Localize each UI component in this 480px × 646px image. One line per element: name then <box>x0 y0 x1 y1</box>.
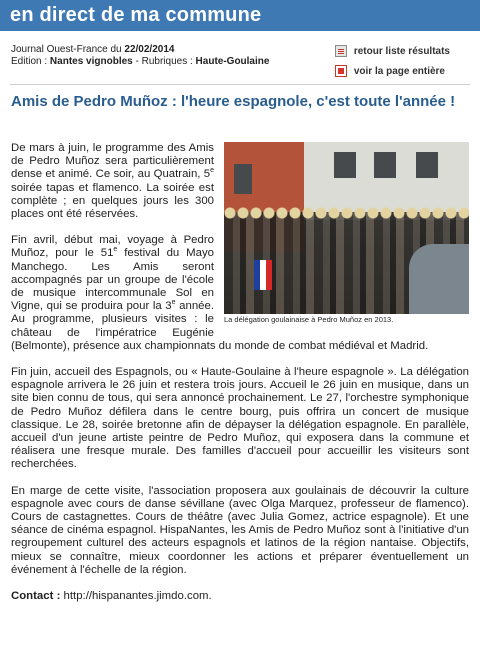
page-banner <box>0 0 480 31</box>
contact-label: Contact : <box>11 590 61 603</box>
publication-date: 22/02/2014 <box>124 44 175 55</box>
pdf-icon <box>335 65 347 77</box>
article-figure <box>224 142 469 325</box>
list-icon <box>335 45 347 57</box>
paragraph-4: En marge de cette visite, l'association proposera aux goulainais de découvrir la culture espagnole avec cours de danse sévillane (avec Olga Marquez, professeur de flamenco). Cours de castagnettes. Cours de théâtre (avec Julia Gomez, actrice espagnole). Et une séance de cinéma espagnol. HispaNantes, les Amis de Pedro Muñoz sont à l'initiative d'un regroupement culturel des acteurs espagnols et latinos de la région nantaise. Objectifs, mieux se connaître, mieux coordonner les actions et préparer éventuellement un événement à l'échelle de la région. <box>11 484 469 576</box>
view-full-page-link[interactable] <box>335 61 450 81</box>
contact-link[interactable]: http://hispanantes.jimdo.com. <box>60 590 212 603</box>
edition-name: Nantes vignobles <box>49 56 133 67</box>
paragraph-2: Fin avril, début mai, voyage à Pedro Muñoz, pour le 51e festival du Mayo Manchego. Les Amis seront accompagnés par un groupe de l'école de musique intercommunale Sol en Vigne, qui se produira pour la 3e année. Au programme, plusieurs visites : le château de l'impératrice Eugénie (Belmonte), présence aux championnats du monde de combat médiéval et Madrid. <box>11 234 429 352</box>
article-photo[interactable] <box>224 142 469 314</box>
flag-icon <box>254 260 272 290</box>
rubriques-label: - Rubriques : <box>132 56 196 67</box>
edition-line <box>11 56 269 68</box>
contact-line <box>11 590 469 603</box>
edition-label: Edition : <box>11 56 50 67</box>
photo-caption: La délégation goulainaise à Pedro Muñoz en 2013. <box>224 315 394 324</box>
article-actions <box>335 41 450 81</box>
article-body <box>11 142 469 616</box>
article-title: Amis de Pedro Muñoz : l'heure espagnole, c'est toute l'année ! <box>11 93 456 110</box>
view-full-page-label: voir la page entière <box>353 65 445 77</box>
journal-prefix: Journal Ouest-France du <box>11 44 125 55</box>
paragraph-1: De mars à juin, le programme des Amis de Pedro Muñoz sera particulièrement dense et animé. Ce soir, au Quatrain, 5e soirée tapas et flamenco. La soirée est complète ; en quelques jours les 300 places ont été réservées. <box>11 142 214 221</box>
article-meta <box>11 44 269 68</box>
back-to-results-label: retour liste résultats <box>353 45 450 57</box>
journal-line <box>11 44 269 56</box>
paragraph-3: Fin juin, accueil des Espagnols, ou « Haute-Goulaine à l'heure espagnole ». La délégation espagnole arrivera le 26 juin et restera trois jours. Accueil le 26 juin en musique, dans un site bien connu de tous, qui sera annoncé prochainement. Le 27, l'orchestre symphonique de Pedro Muñoz défilera dans le centre bourg, puis offrira un concert de musique classique. Le 28, soirée bretonne afin de dépayser la délégation espagnole. En parallèle, accueil d'un jeune artiste peintre de Pedro Muñoz, qui exposera dans la commune et réalisera une fresque murale. Des familles d'accueil pour accueillir les visiteurs sont recherchées. <box>11 366 469 471</box>
banner-title: en direct de ma commune <box>10 4 262 26</box>
rubrique-name: Haute-Goulaine <box>195 56 270 67</box>
header-divider <box>10 84 470 85</box>
back-to-results-link[interactable] <box>335 41 450 61</box>
